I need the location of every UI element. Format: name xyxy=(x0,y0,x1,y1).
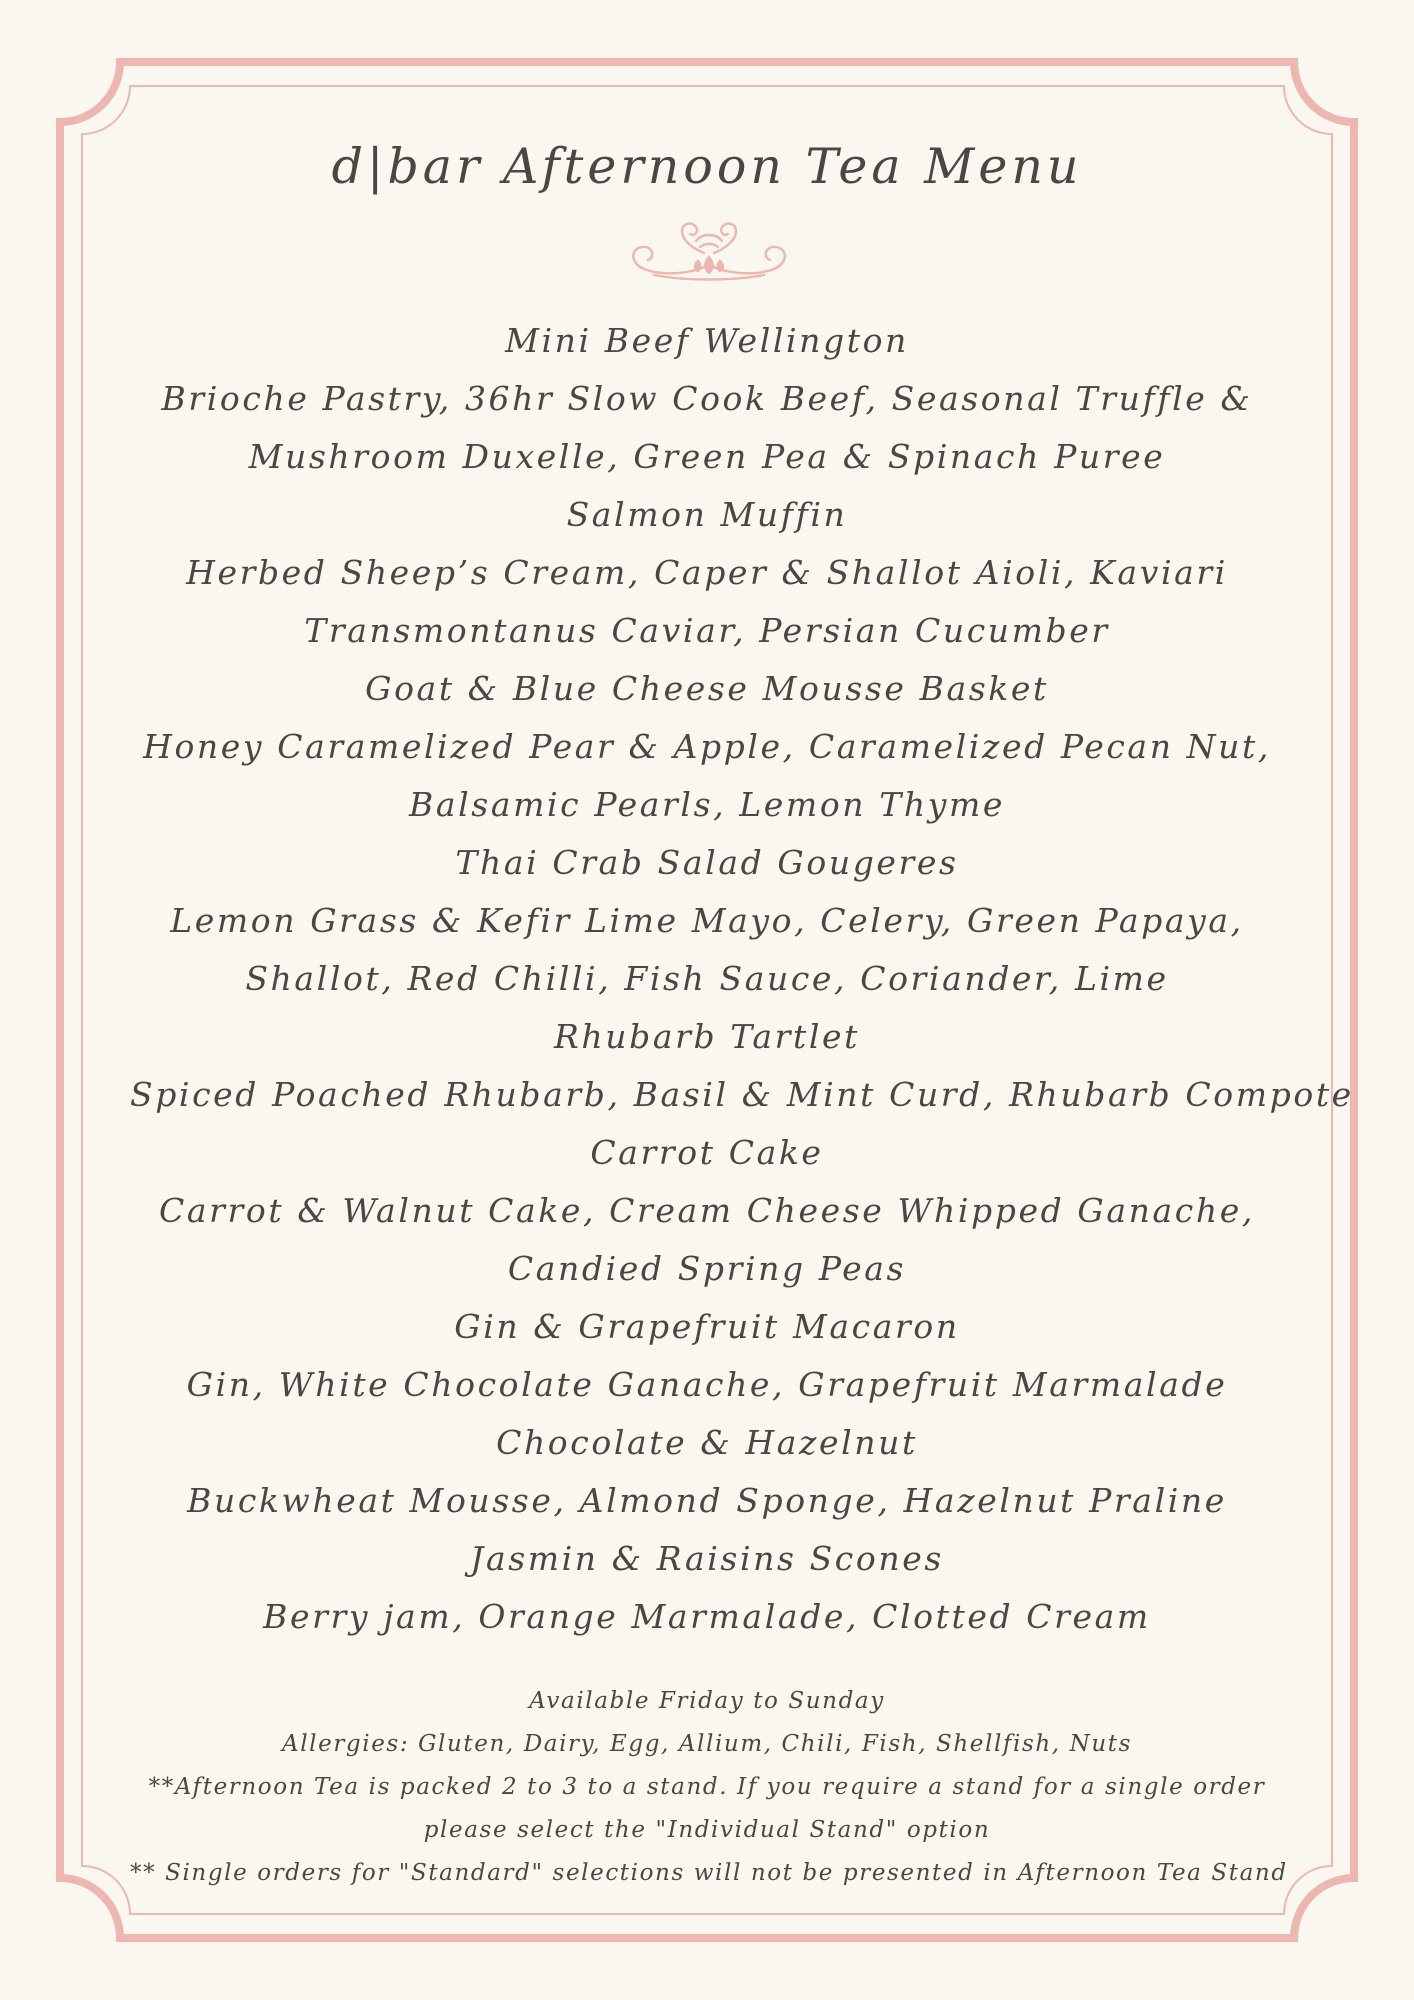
menu-line: Buckwheat Mousse, Almond Sponge, Hazelnut Praline xyxy=(187,1481,1227,1520)
stand-note: **Afternoon Tea is packed 2 to 3 to a stand. If you require a stand for a single order xyxy=(148,1774,1266,1800)
menu-line: Transmontanus Caviar, Persian Cucumber xyxy=(304,611,1110,650)
footer-notes xyxy=(130,1680,1288,1895)
menu-line: Balsamic Pearls, Lemon Thyme xyxy=(409,785,1005,824)
standard-selection-note: ** Single orders for "Standard" selections will not be presented in Afternoon Tea Stand xyxy=(130,1860,1288,1886)
menu-line: Salmon Muffin xyxy=(566,495,848,534)
menu-line: Mini Beef Wellington xyxy=(505,321,909,360)
menu-line: Shallot, Red Chilli, Fish Sauce, Coriander, Lime xyxy=(245,959,1169,998)
stand-note-continued: please select the "Individual Stand" option xyxy=(423,1817,991,1843)
menu-line: Brioche Pastry, 36hr Slow Cook Beef, Seasonal Truffle & xyxy=(161,379,1253,418)
menu-line: Candied Spring Peas xyxy=(507,1249,907,1288)
menu-line: Carrot Cake xyxy=(590,1133,824,1172)
menu-line: Gin, White Chocolate Ganache, Grapefruit Marmalade xyxy=(186,1365,1228,1404)
menu-line: Berry jam, Orange Marmalade, Clotted Cream xyxy=(263,1597,1151,1636)
menu-line: Thai Crab Salad Gougeres xyxy=(455,843,959,882)
menu-title: d|bar Afternoon Tea Menu xyxy=(331,138,1083,195)
menu-line: Jasmin & Raisins Scones xyxy=(470,1539,944,1578)
flourish-divider-icon xyxy=(624,213,794,287)
menu-list xyxy=(130,312,1354,1646)
menu-line: Mushroom Duxelle, Green Pea & Spinach Puree xyxy=(248,437,1166,476)
menu-line: Honey Caramelized Pear & Apple, Caramelized Pecan Nut, xyxy=(143,727,1271,766)
menu-line: Spiced Poached Rhubarb, Basil & Mint Curd, Rhubarb Compote xyxy=(130,1075,1354,1114)
menu-line: Lemon Grass & Kefir Lime Mayo, Celery, Green Papaya, xyxy=(170,901,1244,940)
availability-note: Available Friday to Sunday xyxy=(529,1688,885,1714)
menu-line: Gin & Grapefruit Macaron xyxy=(454,1307,960,1346)
allergies-note: Allergies: Gluten, Dairy, Egg, Allium, Chili, Fish, Shellfish, Nuts xyxy=(282,1731,1132,1757)
menu-line: Chocolate & Hazelnut xyxy=(496,1423,918,1462)
menu-line: Rhubarb Tartlet xyxy=(553,1017,861,1056)
menu-line: Carrot & Walnut Cake, Cream Cheese Whipped Ganache, xyxy=(159,1191,1255,1230)
menu-line: Herbed Sheep’s Cream, Caper & Shallot Aioli, Kaviari xyxy=(186,553,1228,592)
menu-line: Goat & Blue Cheese Mousse Basket xyxy=(365,669,1049,708)
